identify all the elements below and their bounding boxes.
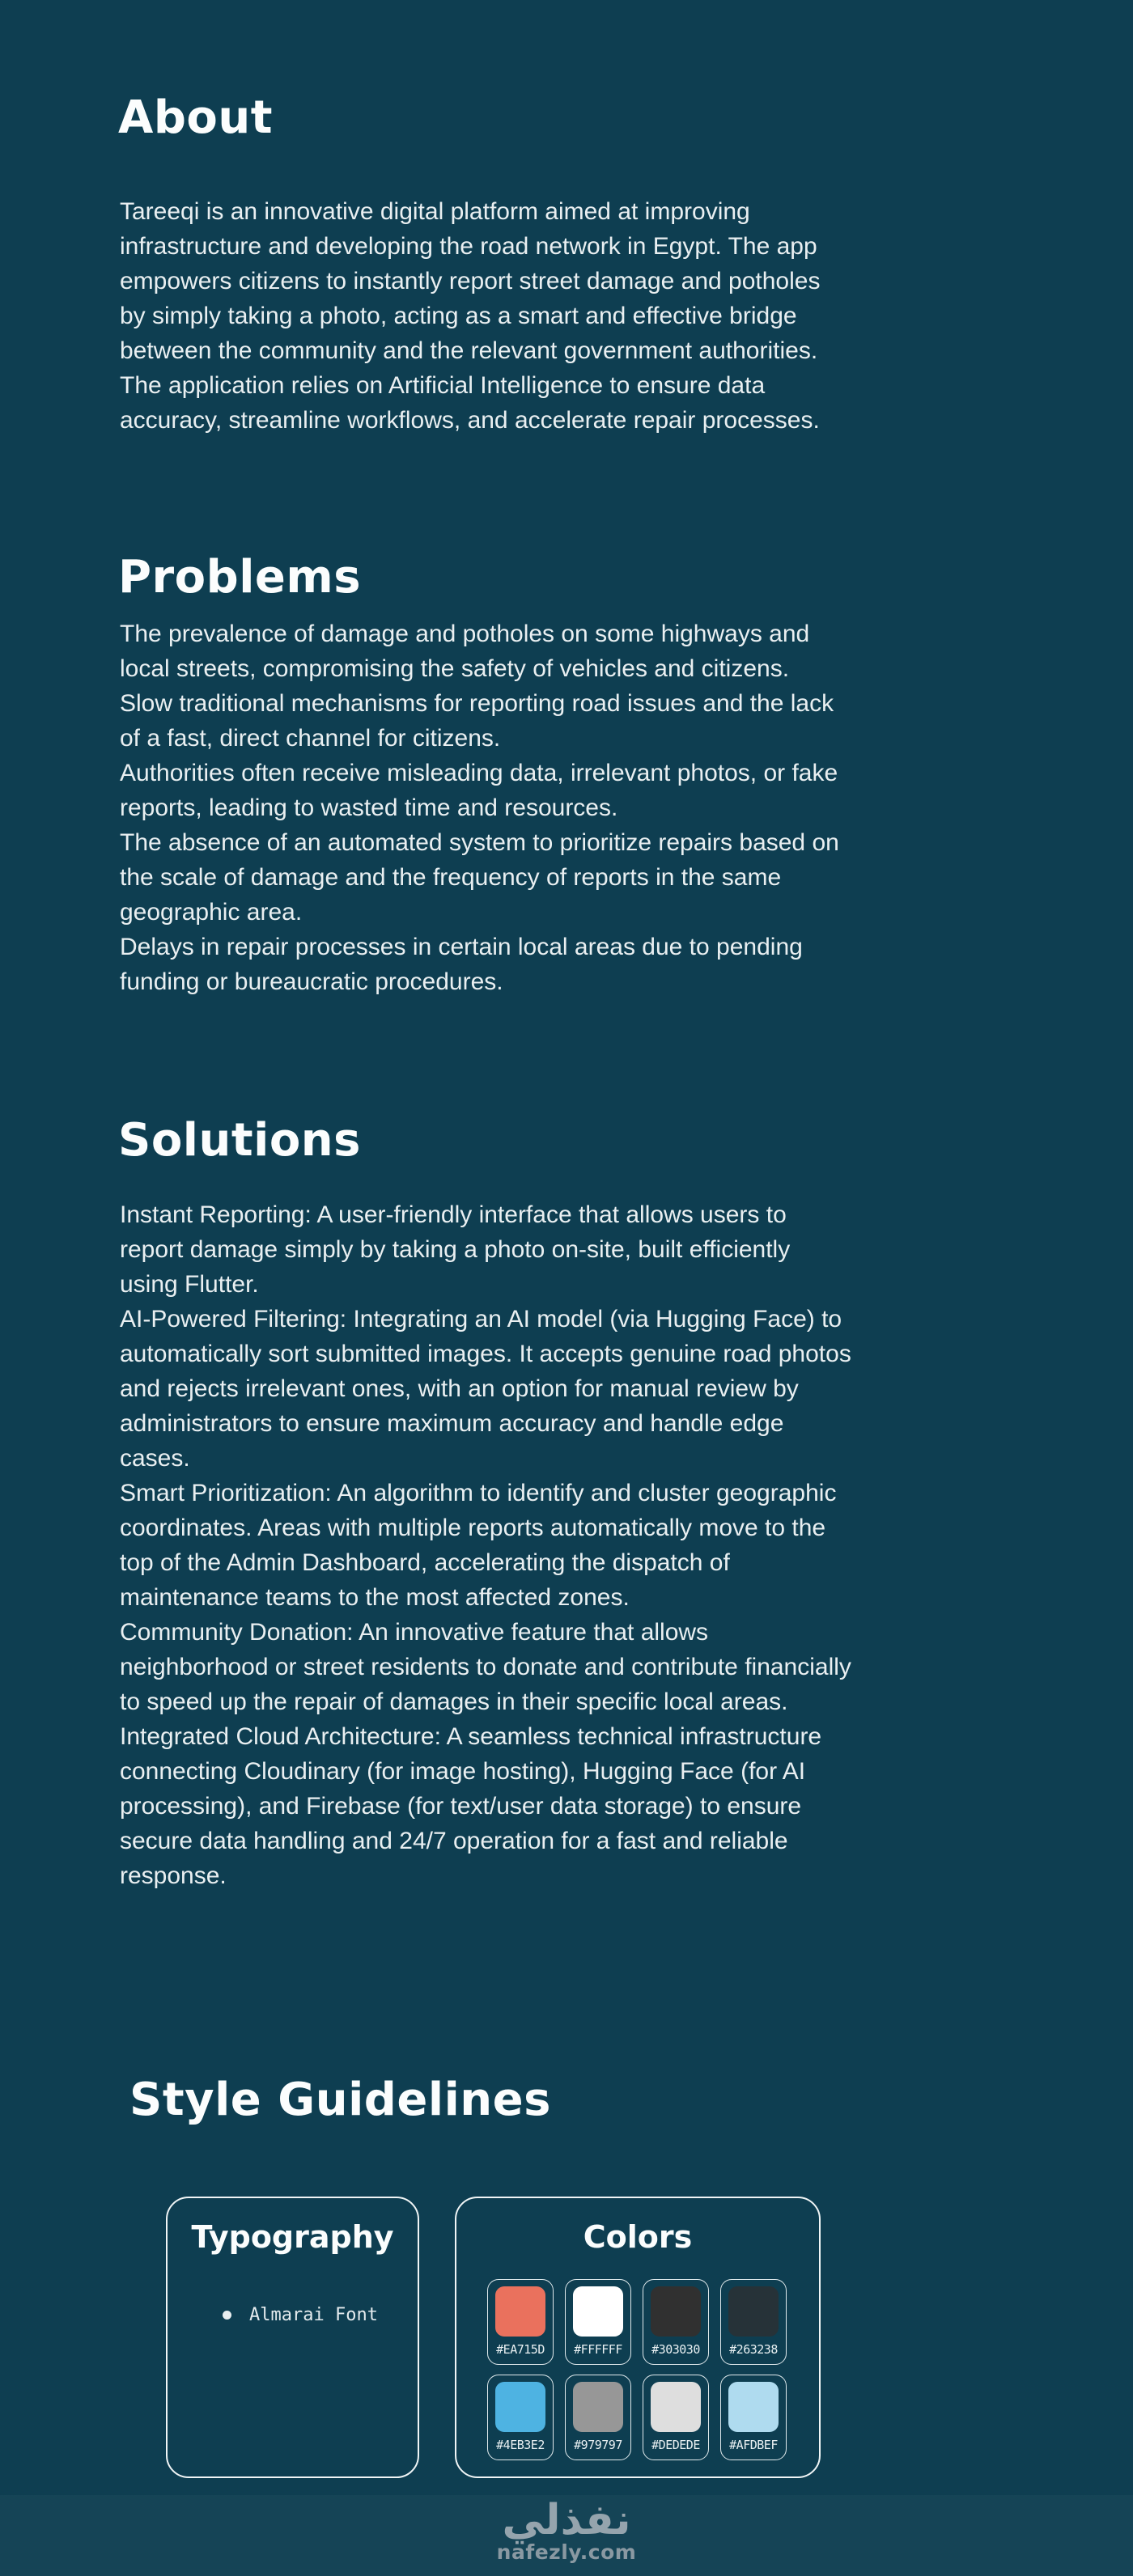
color-swatch-grid <box>487 2279 788 2460</box>
typography-item <box>168 2305 418 2325</box>
solutions-title: Solutions <box>118 1114 362 1167</box>
nafezly-site-label: nafezly.com <box>496 2540 637 2564</box>
problem-item: Slow traditional mechanisms for reporting road issues and the lack of a fast, direct channel for citizens. <box>120 690 834 752</box>
color-swatch <box>720 2279 787 2365</box>
about-paragraph: Tareeqi is an innovative digital platform aimed at improving infrastructure and developing the road network in Egypt. The app empowers citizens to instantly report street damage and potholes by simply taking a photo, acting as a smart and effective bridge between the community and the relevant government authorities. The application relies on Artificial Intelligence to ensure data accuracy, streamline workflows, and accelerate repair processes. <box>120 198 821 434</box>
color-swatch <box>487 2375 554 2460</box>
color-swatch <box>487 2279 554 2365</box>
color-swatch-fill <box>495 2286 545 2337</box>
color-swatch-fill <box>728 2382 779 2432</box>
color-swatch <box>643 2279 709 2365</box>
solution-item: Smart Prioritization: An algorithm to identify and cluster geographic coordinates. Areas with multiple reports automatically move to the top of the Admin Dashboard, accelerating the dispatch of maintenance teams to the most affected zones. <box>120 1480 837 1611</box>
bullet-dot-icon <box>223 2311 231 2320</box>
solution-item: AI-Powered Filtering: Integrating an AI model (via Hugging Face) to automatically sort submitted images. It accepts genuine road photos and rejects irrelevant ones, with an option for manual review by administrators to ensure maximum accuracy and handle edge cases. <box>120 1306 851 1472</box>
color-hex-label: #263238 <box>729 2342 778 2357</box>
color-hex-label: #979797 <box>574 2438 622 2452</box>
color-hex-label: #AFDBEF <box>729 2438 778 2452</box>
color-swatch <box>643 2375 709 2460</box>
problem-item: Authorities often receive misleading data, irrelevant photos, or fake reports, leading to wasted time and resources. <box>120 760 838 821</box>
nafezly-arabic-logo: نفذلي <box>502 2496 631 2544</box>
colors-card <box>455 2197 821 2478</box>
color-hex-label: #DEDEDE <box>651 2438 700 2452</box>
color-hex-label: #FFFFFF <box>574 2342 622 2357</box>
color-swatch-fill <box>573 2286 623 2337</box>
typography-card-title: Typography <box>191 2219 394 2255</box>
color-swatch <box>565 2279 631 2365</box>
typography-card <box>166 2197 419 2478</box>
color-swatch-fill <box>728 2286 779 2337</box>
font-name-label: Almarai Font <box>249 2305 378 2325</box>
color-swatch <box>720 2375 787 2460</box>
color-swatch-fill <box>573 2382 623 2432</box>
solution-item: Instant Reporting: A user-friendly interface that allows users to report damage simply by taking a photo on-site, built efficiently using Flutter. <box>120 1201 791 1298</box>
about-body <box>120 194 852 438</box>
color-swatch-fill <box>651 2286 701 2337</box>
color-swatch-fill <box>651 2382 701 2432</box>
color-hex-label: #303030 <box>651 2342 700 2357</box>
watermark-footer <box>0 2495 1133 2576</box>
about-title: About <box>118 91 274 144</box>
problem-item: Delays in repair processes in certain local areas due to pending funding or bureaucratic procedures. <box>120 934 803 995</box>
style-guidelines-title: Style Guidelines <box>129 2074 551 2126</box>
solution-item: Community Donation: An innovative feature that allows neighborhood or street residents to donate and contribute financially to speed up the repair of damages in their specific local areas. <box>120 1619 851 1715</box>
problem-item: The absence of an automated system to prioritize repairs based on the scale of damage and the frequency of reports in the same geographic area. <box>120 829 839 926</box>
color-hex-label: #4EB3E2 <box>496 2438 545 2452</box>
color-swatch <box>565 2375 631 2460</box>
color-swatch-fill <box>495 2382 545 2432</box>
colors-card-title: Colors <box>583 2219 693 2255</box>
problems-body <box>120 616 852 999</box>
color-hex-label: #EA715D <box>496 2342 545 2357</box>
solution-item: Integrated Cloud Architecture: A seamless technical infrastructure connecting Cloudinary (for image hosting), Hugging Face (for AI processing), and Firebase (for text/user data storage) to ensure secure data handling and 24/7 operation for a fast and reliable response. <box>120 1723 822 1889</box>
problem-item: The prevalence of damage and potholes on some highways and local streets, compromising the safety of vehicles and citizens. <box>120 621 810 682</box>
problems-title: Problems <box>118 551 362 604</box>
solutions-body <box>120 1197 852 1893</box>
